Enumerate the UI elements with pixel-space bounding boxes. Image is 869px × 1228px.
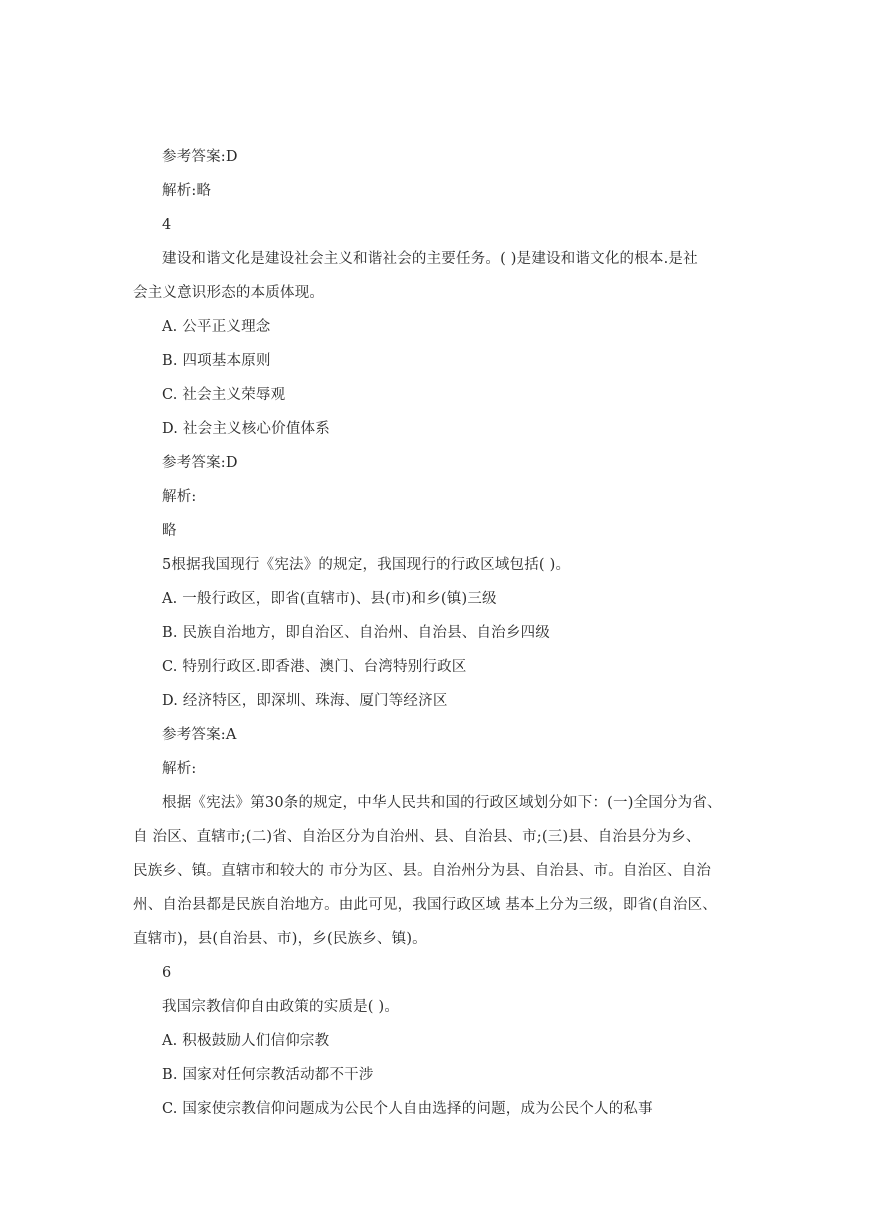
q5-option-d: D. 经济特区，即深圳、珠海、厦门等经济区: [162, 693, 448, 709]
q5-option-a: A. 一般行政区，即省(直辖市)、县(市)和乡(镇)三级: [162, 591, 497, 607]
q5-option-b: B. 民族自治地方，即自治区、自治州、自治县、自治乡四级: [162, 625, 550, 641]
q4-analysis-label: 解析:: [162, 489, 197, 505]
q5-analysis-line-3: 民族乡、镇。直辖市和较大的 市分为区、县。自治州分为县、自治县、市。自治区、自治: [133, 863, 712, 879]
q5-analysis-line-4: 州、自治县都是民族自治地方。由此可见，我国行政区域 基本上分为三级，即省(自治区、: [133, 897, 717, 913]
q5-analysis-line-1: 根据《宪法》第30条的规定，中华人民共和国的行政区域划分如下：(一)全国分为省、: [162, 795, 722, 811]
q3-analysis: 解析:略: [162, 183, 212, 199]
q5-option-c: C. 特别行政区.即香港、澳门、台湾特别行政区: [162, 659, 467, 675]
q4-option-b: B. 四项基本原则: [162, 353, 271, 369]
q6-option-c: C. 国家使宗教信仰问题成为公民个人自由选择的问题，成为公民个人的私事: [162, 1101, 653, 1117]
q5-answer: 参考答案:A: [162, 727, 237, 743]
q4-stem-line-2: 会主义意识形态的本质体现。: [133, 285, 325, 301]
q4-answer: 参考答案:D: [162, 455, 238, 471]
q4-stem-line-1: 建设和谐文化是建设社会主义和谐社会的主要任务。( )是建设和谐文化的根本.是社: [162, 251, 698, 267]
q4-analysis-text: 略: [162, 523, 177, 539]
q5-analysis-line-5: 直辖市)，县(自治县、市)，乡(民族乡、镇)。: [133, 931, 427, 947]
q4-option-d: D. 社会主义核心价值体系: [162, 421, 330, 437]
q6-number: 6: [162, 965, 172, 981]
q6-option-b: B. 国家对任何宗教活动都不干涉: [162, 1067, 374, 1083]
q6-stem: 我国宗教信仰自由政策的实质是( )。: [162, 999, 400, 1015]
q5-stem: 5根据我国现行《宪法》的规定，我国现行的行政区域包括( )。: [162, 557, 571, 573]
q3-answer: 参考答案:D: [162, 149, 238, 165]
q5-analysis-label: 解析:: [162, 761, 197, 777]
q6-option-a: A. 积极鼓励人们信仰宗教: [162, 1033, 330, 1049]
q4-option-a: A. 公平正义理念: [162, 319, 271, 335]
q4-option-c: C. 社会主义荣辱观: [162, 387, 286, 403]
q5-analysis-line-2: 自 治区、直辖市;(二)省、自治区分为自治州、县、自治县、市;(三)县、自治县分为乡、: [133, 829, 701, 845]
q4-number: 4: [162, 217, 172, 233]
